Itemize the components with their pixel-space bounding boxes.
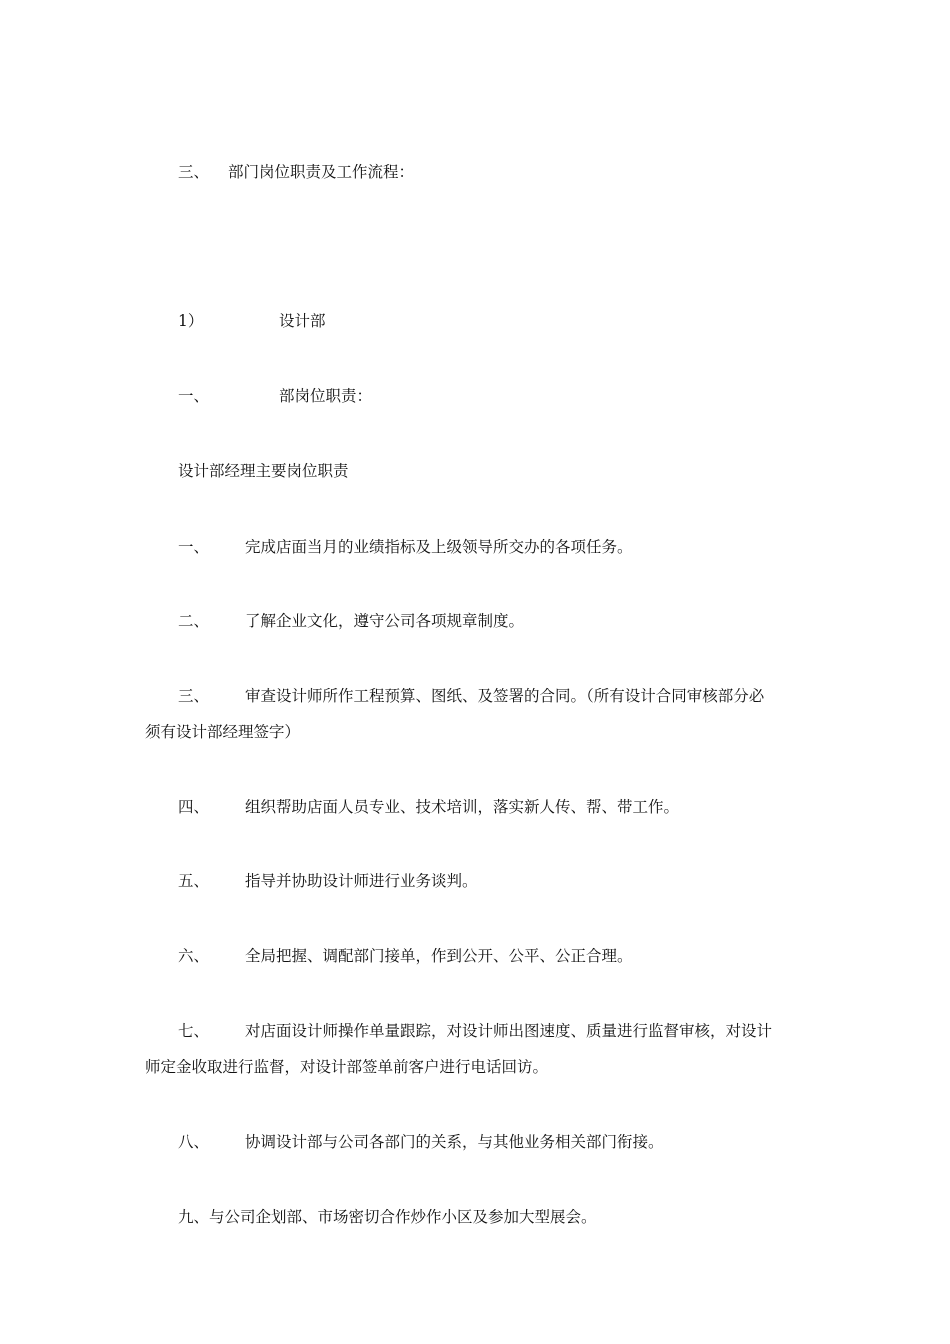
dept-number: 1） — [178, 312, 204, 330]
item-number: 二、 — [178, 612, 210, 630]
section-number: 三、 — [178, 163, 210, 181]
dept-title: 设计部 — [279, 312, 326, 330]
item-text: 全局把握、调配部门接单，作到公开、公平、公正合理。 — [245, 947, 633, 965]
item-number: 八、 — [178, 1133, 210, 1151]
item-text-last: 九、与公司企划部、市场密切合作炒作小区及参加大型展会。 — [178, 1208, 597, 1226]
item-text: 审查设计师所作工程预算、图纸、及签署的合同。（所有设计合同审核部分必 — [245, 687, 765, 705]
duty-heading-title: 部岗位职责： — [279, 387, 373, 405]
item-text-continued: 须有设计部经理签字） — [145, 723, 301, 741]
item-text: 组织帮助店面人员专业、技术培训，落实新人传、帮、带工作。 — [245, 798, 680, 816]
item-number: 五、 — [178, 872, 210, 890]
section-title: 部门岗位职责及工作流程： — [228, 163, 415, 181]
item-number: 三、 — [178, 687, 210, 705]
item-text-continued: 师定金收取进行监督，对设计部签单前客户进行电话回访。 — [145, 1058, 549, 1076]
item-text: 对店面设计师操作单量跟踪，对设计师出图速度、质量进行监督审核，对设计 — [245, 1022, 773, 1040]
item-text: 了解企业文化，遵守公司各项规章制度。 — [245, 612, 525, 630]
item-number: 四、 — [178, 798, 210, 816]
item-text: 指导并协助设计师进行业务谈判。 — [245, 872, 478, 890]
item-text: 完成店面当月的业绩指标及上级领导所交办的各项任务。 — [245, 538, 633, 556]
item-number: 六、 — [178, 947, 210, 965]
item-number: 一、 — [178, 538, 210, 556]
duty-heading-number: 一、 — [178, 387, 210, 405]
subtitle: 设计部经理主要岗位职责 — [178, 462, 349, 480]
item-text: 协调设计部与公司各部门的关系，与其他业务相关部门衔接。 — [245, 1133, 664, 1151]
item-number: 七、 — [178, 1022, 210, 1040]
